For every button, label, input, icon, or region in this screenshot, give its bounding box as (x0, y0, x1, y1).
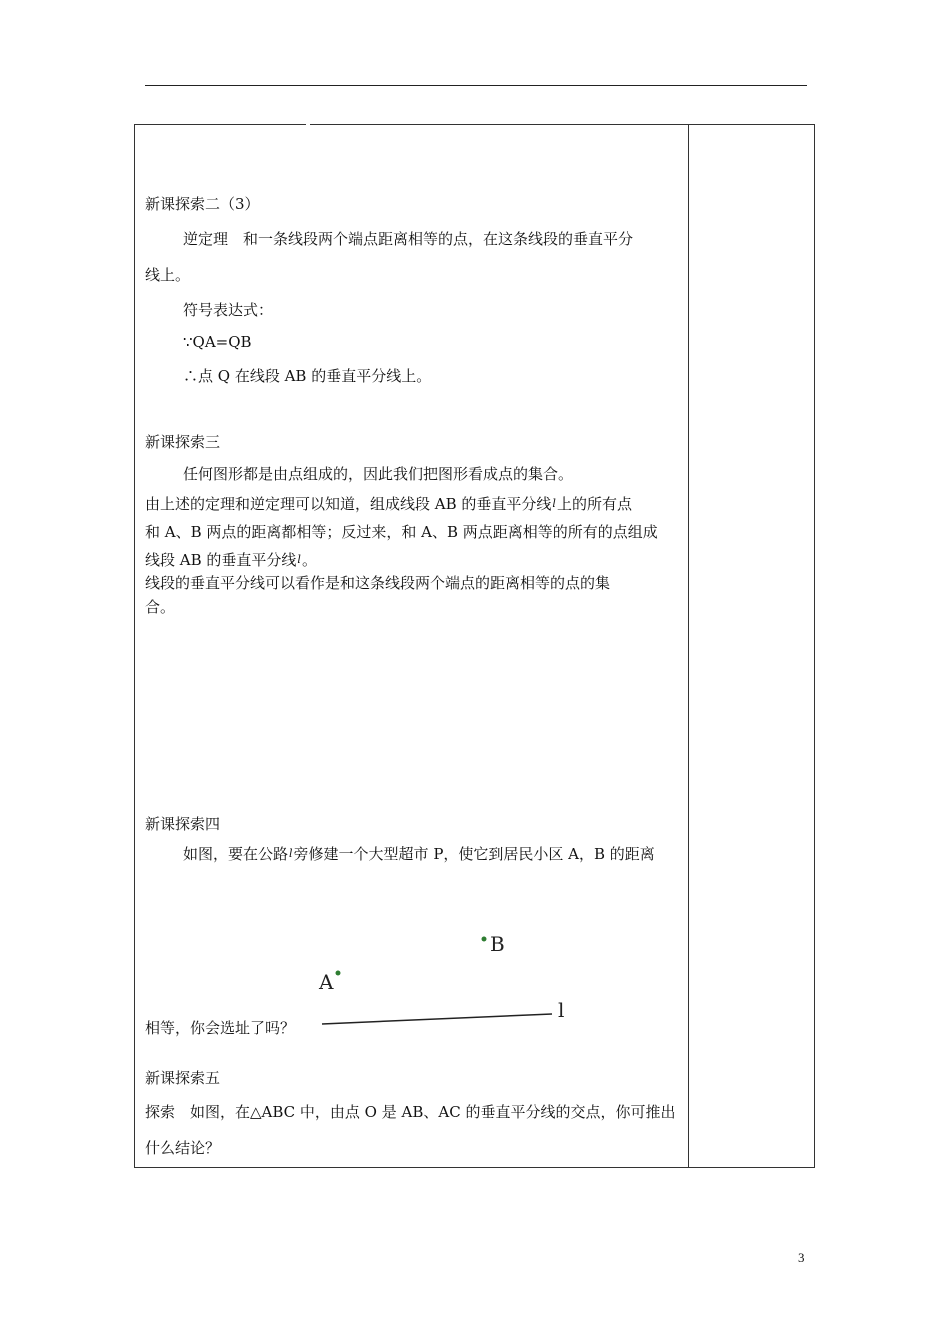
section3-heading: 新课探索三 (145, 433, 221, 451)
road-line-l (322, 1014, 552, 1024)
line-l-symbol: l (552, 497, 556, 510)
point-b-label: B (490, 932, 505, 956)
road-figure (300, 925, 600, 1035)
because-statement: ∵QA=QB (183, 333, 252, 351)
section4-line-2: 相等，你会选址了吗？ (145, 1019, 296, 1037)
therefore-statement: ∴点 Q 在线段 AB 的垂直平分线上。 (183, 367, 432, 385)
line-l-symbol: l (289, 847, 293, 860)
section3-line-4: 线段 AB 的垂直平分线$^l$。 (145, 551, 317, 569)
section3-line-1: 任何图形都是由点组成的，因此我们把图形看成点的集合。 (183, 465, 574, 483)
section3-line-2: 由上述的定理和逆定理可以知道，组成线段 AB 的垂直平分线$^l$上的所有点 (145, 495, 632, 513)
section3-line-6: 合。 (145, 598, 176, 616)
line-l-symbol: l (297, 553, 301, 566)
page-number: 3 (798, 1250, 805, 1265)
table-column-divider (688, 124, 689, 1168)
section5-line-1: 探索 如图，在△ABC 中，由点 O 是 AB、AC 的垂直平分线的交点，你可推出 (145, 1103, 676, 1121)
point-a-dot (336, 971, 341, 976)
road-label-l: l (558, 998, 565, 1022)
table-border-gap (306, 121, 310, 127)
theorem-line-2: 线上。 (145, 266, 191, 284)
point-a-label: A (319, 970, 334, 994)
symbol-expression-label: 符号表达式： (183, 301, 274, 319)
section4-line-1: 如图，要在公路$^l$旁修建一个大型超市 P，使它到居民小区 A，B 的距离 (183, 845, 655, 863)
section4-heading: 新课探索四 (145, 815, 221, 833)
theorem-line-1: 逆定理 和一条线段两个端点距离相等的点，在这条线段的垂直平分 (183, 230, 634, 248)
section2-heading: 新课探索二（3） (145, 195, 260, 213)
section3-line-5: 线段的垂直平分线可以看作是和这条线段两个端点的距离相等的点的集 (145, 574, 611, 592)
header-rule (145, 85, 807, 86)
section5-heading: 新课探索五 (145, 1069, 221, 1087)
section5-line-2: 什么结论？ (145, 1139, 221, 1157)
point-b-dot (482, 937, 487, 942)
section3-line-3: 和 A、B 两点的距离都相等；反过来，和 A、B 两点距离相等的所有的点组成 (145, 523, 658, 541)
